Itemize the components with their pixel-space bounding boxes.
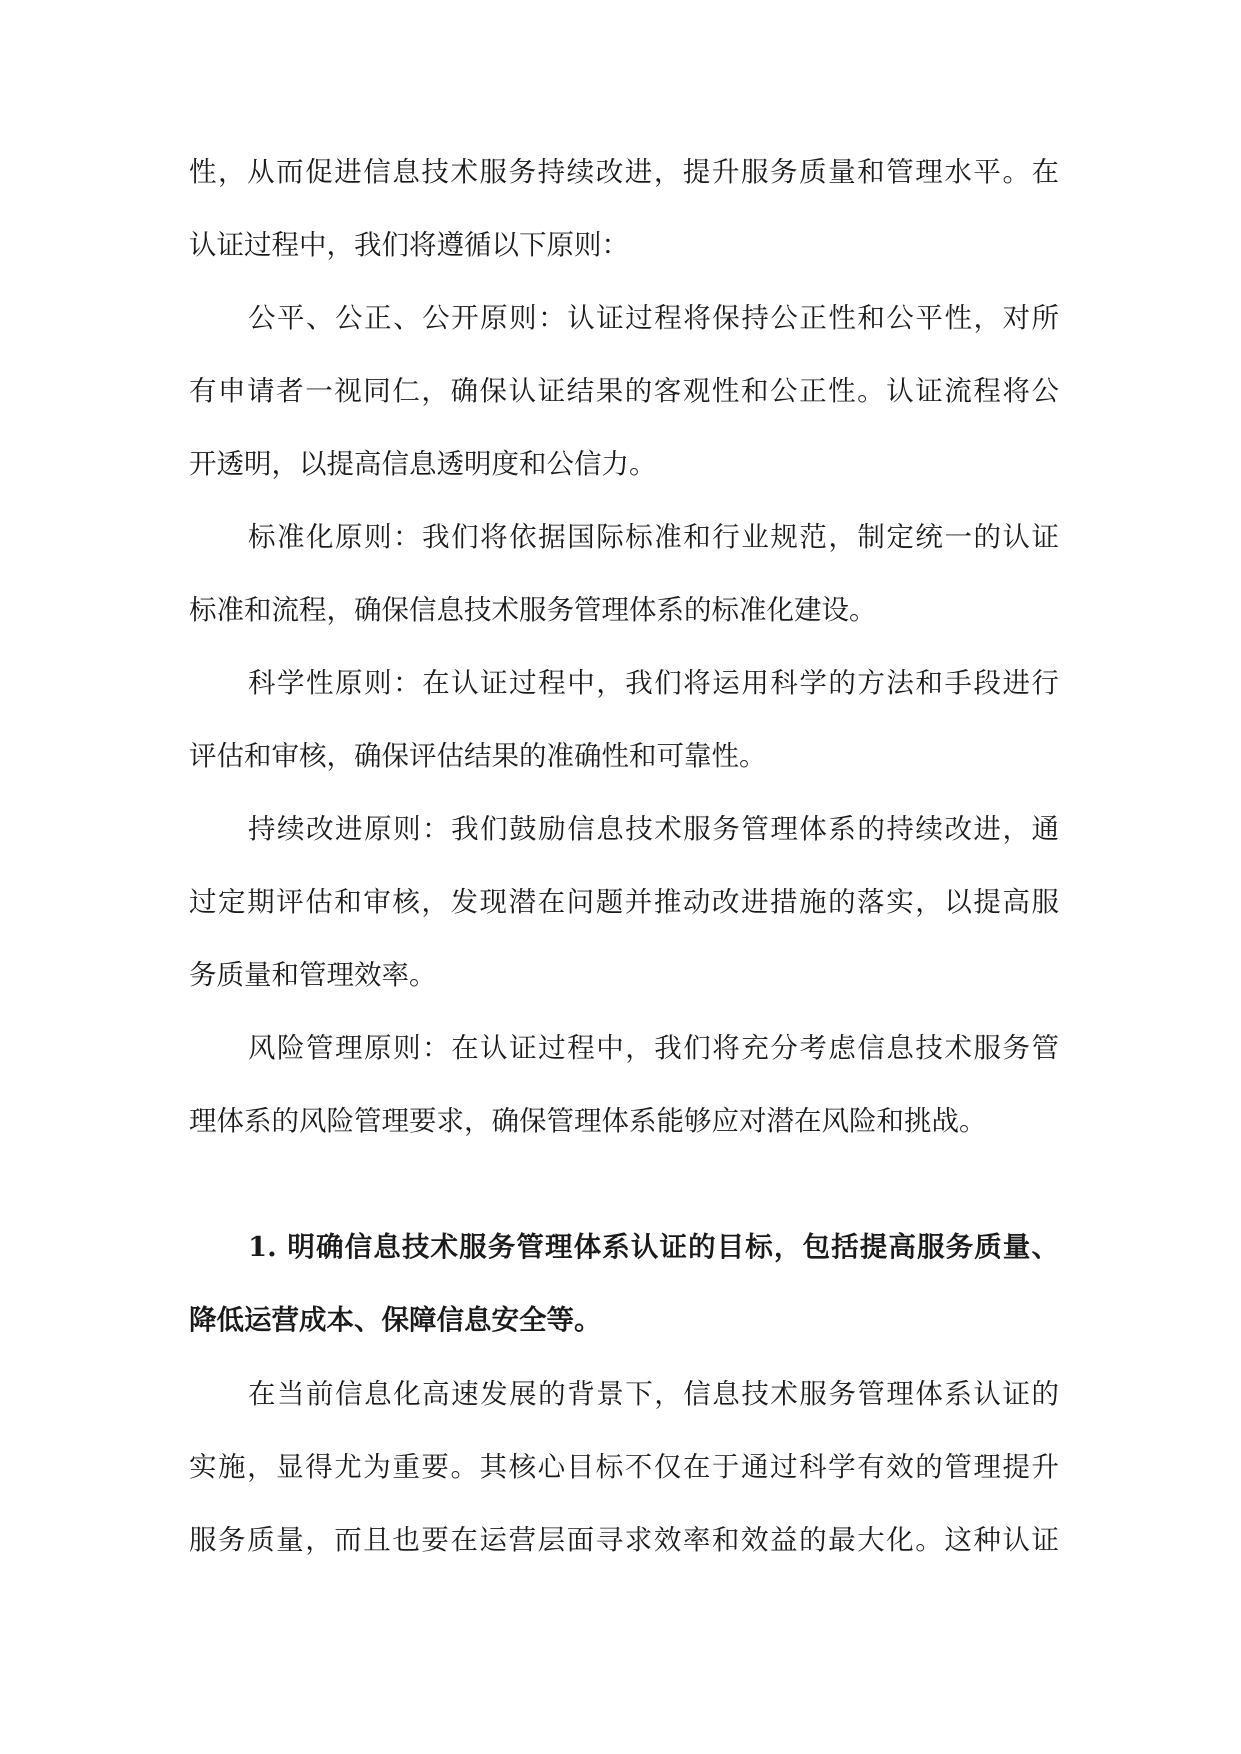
paragraph-line: 务质量和管理效率。 (189, 959, 437, 991)
paragraph-line: 理体系的风险管理要求，确保管理体系能够应对潜在风险和挑战。 (189, 1105, 987, 1137)
paragraph-line: 科学性原则：在认证过程中，我们将运用科学的方法和手段进行 (248, 667, 1059, 699)
paragraph-line: 公平、公正、公开原则：认证过程将保持公正性和公平性，对所 (248, 302, 1059, 334)
paragraph-line: 风险管理原则：在认证过程中，我们将充分考虑信息技术服务管 (248, 1032, 1059, 1064)
section-heading-line: 1. 明确信息技术服务管理体系认证的目标，包括提高服务质量、 (248, 1231, 1059, 1263)
paragraph-line: 过定期评估和审核，发现潜在问题并推动改进措施的落实，以提高服 (189, 886, 1059, 918)
paragraph-line: 在当前信息化高速发展的背景下，信息技术服务管理体系认证的 (248, 1378, 1059, 1410)
paragraph-line: 性，从而促进信息技术服务持续改进，提升服务质量和管理水平。在 (189, 156, 1059, 188)
paragraph-line: 评估和审核，确保评估结果的准确性和可靠性。 (189, 740, 767, 772)
paragraph-line: 开透明，以提高信息透明度和公信力。 (189, 448, 657, 480)
paragraph-line: 标准化原则：我们将依据国际标准和行业规范，制定统一的认证 (248, 521, 1059, 553)
paragraph-line: 标准和流程，确保信息技术服务管理体系的标准化建设。 (189, 594, 877, 626)
paragraph-line: 服务质量，而且也要在运营层面寻求效率和效益的最大化。这种认证 (189, 1524, 1059, 1556)
paragraph-line: 实施，显得尤为重要。其核心目标不仅在于通过科学有效的管理提升 (189, 1451, 1059, 1483)
paragraph-line: 持续改进原则：我们鼓励信息技术服务管理体系的持续改进，通 (248, 813, 1059, 845)
paragraph-line: 认证过程中，我们将遵循以下原则： (189, 229, 629, 261)
section-heading-line: 降低运营成本、保障信息安全等。 (189, 1304, 602, 1336)
paragraph-line: 有申请者一视同仁，确保认证结果的客观性和公正性。认证流程将公 (189, 375, 1059, 407)
